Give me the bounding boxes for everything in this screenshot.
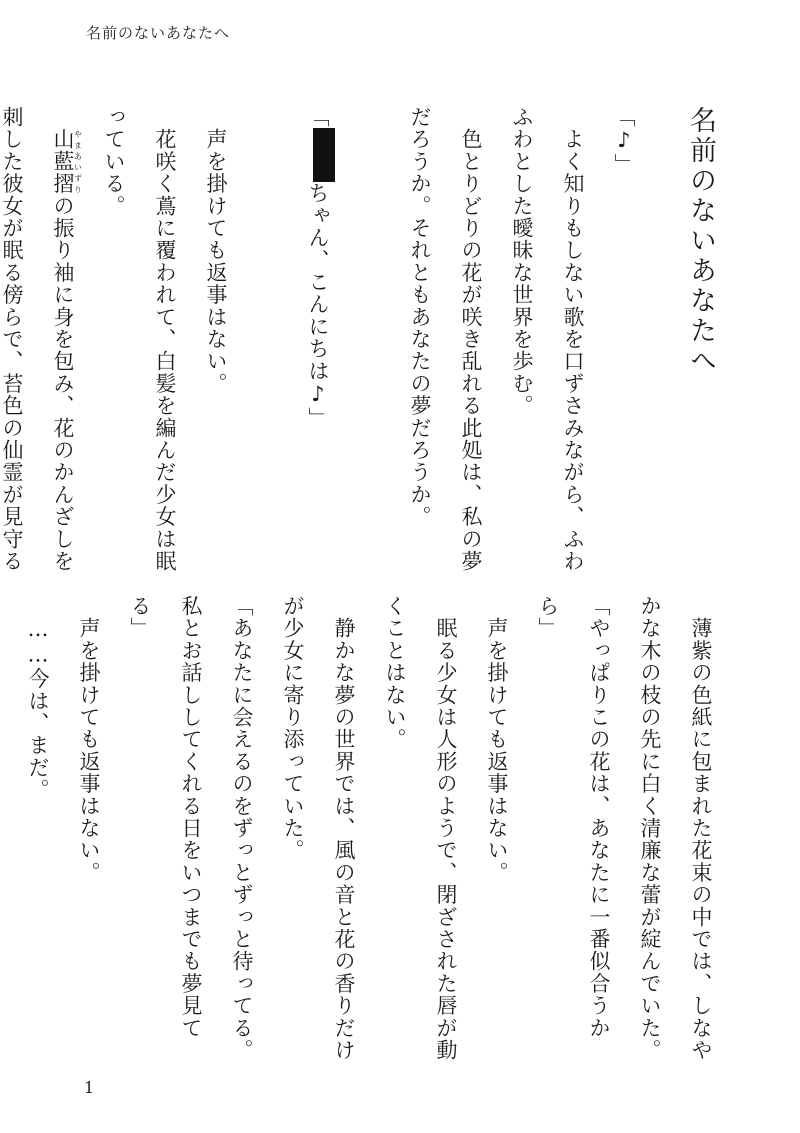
text-line: くことはない。: [383, 595, 407, 751]
ruby-base: 山藍摺: [51, 128, 75, 195]
text-line: ……今は、まだ。: [26, 595, 50, 801]
text-line: 声を掛けても返事はない。: [77, 595, 101, 884]
redaction-block: [313, 128, 335, 182]
text-line: 声を掛けても返事はない。: [204, 106, 228, 395]
blank-line: [241, 106, 292, 566]
text-line-ruby: [37, 106, 88, 573]
text-line: かな木の枝の先に白く清廉な蕾が綻んでいた。: [638, 595, 662, 1062]
text-line: ふわとした曖昧な世界を歩む。: [510, 106, 534, 417]
text-line: 刺した彼女が眠る傍らで、苔色の仙霊が見守る: [0, 106, 24, 573]
ruby-line-rest: の振り袖に身を包み、花のかんざしを: [51, 194, 75, 573]
top-text-block: [0, 106, 726, 573]
running-header: 名前のないあなたへ: [86, 24, 231, 42]
text-line: 眠る少女は人形のようで、閉ざされた唇が動: [434, 595, 458, 1062]
open-bracket: 「: [306, 106, 330, 129]
text-line: ら」: [536, 595, 560, 640]
text-line: 花咲く蔦に覆われて、白髪を編んだ少女は眠: [153, 106, 177, 573]
bottom-text-block: [0, 595, 726, 1062]
text-line: 薄紫の色紙に包まれた花束の中では、しなや: [689, 595, 713, 1062]
text-line: が少女に寄り添っていた。: [281, 595, 305, 862]
ruby-reading: やまあいずり: [73, 128, 83, 195]
text-line: 色とりどりの花が咲き乱れる此処は、私の夢: [459, 106, 483, 573]
chapter-title: 名前のないあなたへ: [685, 106, 716, 376]
ruby-word: [51, 128, 83, 195]
text-line: っている。: [102, 106, 126, 217]
text-line: 「やっぱりこの花は、あなたに一番似合うか: [587, 595, 611, 1039]
text-line: 静かな夢の世界では、風の音と花の香りだけ: [332, 595, 356, 1062]
text-line: 声を掛けても返事はない。: [485, 595, 509, 884]
text-line: よく知りもしない歌を口ずさみながら、ふわ: [561, 106, 585, 573]
text-line: だろうか。それともあなたの夢だろうか。: [408, 106, 432, 528]
blank-line: [343, 106, 394, 566]
greeting-text: ちゃん、こんにちは♪」: [306, 182, 330, 430]
text-line: 「あなたに会えるのをずっとずっと待ってる。: [230, 595, 254, 1062]
page-number: 1: [84, 1078, 95, 1097]
text-line: る」: [128, 595, 152, 640]
text-line-censored: [292, 106, 343, 566]
text-line: 「♪」: [612, 106, 636, 176]
text-line: [0, 595, 12, 1055]
text-line: 私とお話ししてくれる日をいつまでも夢見て: [179, 595, 203, 1039]
